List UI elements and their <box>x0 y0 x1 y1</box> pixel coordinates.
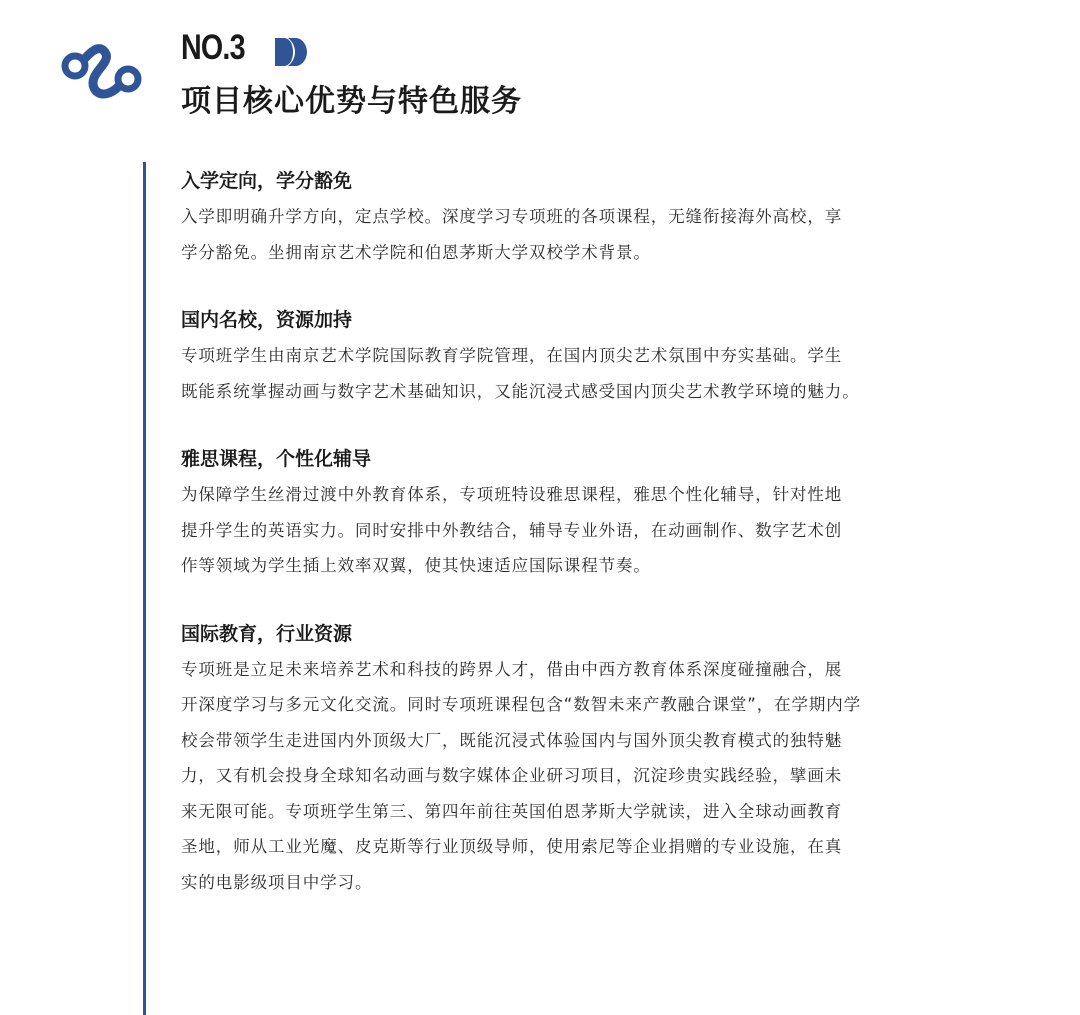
linked-rings-icon <box>58 26 144 116</box>
block-body <box>181 199 941 270</box>
body-line: 专项班是立足未来培养艺术和科技的跨界人才，借由中西方教育体系深度碰撞融合，展 <box>181 659 843 679</box>
feature-block <box>181 617 941 901</box>
body-line: 圣地，师从工业光魔、皮克斯等行业顶级导师，使用索尼等企业捐赠的专业设施，在真 <box>181 837 843 856</box>
body-line: 实的电影级项目中学习。 <box>181 872 373 892</box>
block-heading: 入学定向，学分豁免 <box>181 170 353 192</box>
block-heading: 国内名校，资源加持 <box>181 309 353 331</box>
body-line: 提升学生的英语实力。同时安排中外教结合，辅导专业外语，在动画制作、数字艺术创 <box>181 520 843 540</box>
body-line: 开深度学习与多元文化交流。同时专项班课程包含“数智未来产教融合课堂”，在学期内学 <box>181 695 862 714</box>
body-line: 学分豁免。坐拥南京艺术学院和伯恩茅斯大学双校学术背景。 <box>181 242 651 262</box>
block-heading: 国际教育，行业资源 <box>181 622 353 645</box>
body-line: 专项班学生由南京艺术学院国际教育学院管理，在国内顶尖艺术氛围中夯实基础。学生 <box>181 346 843 365</box>
body-line: 入学即明确升学方向，定点学校。深度学习专项班的各项课程，无缝衔接海外高校，享 <box>181 207 843 226</box>
body-line: 来无限可能。专项班学生第三、第四年前往英国伯恩茅斯大学就读，进入全球动画教育 <box>181 801 843 821</box>
body-line: 为保障学生丝滑过渡中外教育体系，专项班特设雅思课程，雅思个性化辅导，针对性地 <box>181 485 843 504</box>
block-body <box>181 477 941 584</box>
block-body <box>181 338 941 409</box>
content <box>181 164 941 933</box>
block-body <box>181 652 941 901</box>
section-number: NO.3 <box>181 28 245 67</box>
body-line: 力，又有机会投身全球知名动画与数字媒体企业研习项目，沉淀珍贵实践经验，擘画未 <box>181 766 843 785</box>
page-title: 项目核心优势与特色服务 <box>181 84 522 119</box>
double-chevron-right-icon <box>274 37 308 67</box>
body-line: 作等领域为学生插上效率双翼，使其快速适应国际课程节奏。 <box>181 556 651 575</box>
body-line: 校会带领学生走进国内外顶级大厂，既能沉浸式体验国内与国外顶尖教育模式的独特魅 <box>181 730 843 750</box>
block-heading: 雅思课程，个性化辅导 <box>181 448 372 470</box>
feature-block <box>181 442 941 584</box>
feature-block <box>181 303 941 409</box>
accent-divider <box>143 162 146 1015</box>
feature-block <box>181 164 941 270</box>
body-line: 既能系统掌握动画与数字艺术基础知识，又能沉浸式感受国内顶尖艺术教学环境的魅力。 <box>181 381 860 401</box>
